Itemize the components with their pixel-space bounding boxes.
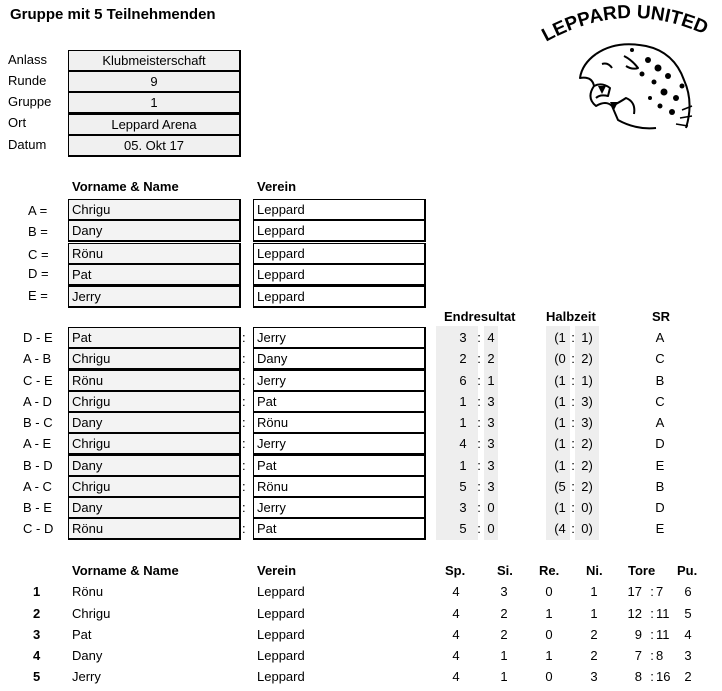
halftime-separator: : (571, 330, 575, 345)
goals-against: 11 (656, 606, 670, 621)
wins: 1 (500, 669, 508, 684)
halftime-away[interactable]: 1) (581, 373, 593, 388)
standings-name: Chrigu (72, 606, 111, 621)
match-pairing: A - C (23, 479, 52, 494)
match-separator: : (242, 500, 246, 515)
match-separator: : (242, 330, 246, 345)
halftime-home[interactable]: (1 (554, 330, 566, 345)
svg-text:LEPPARD UNITED (539, 2, 711, 46)
page-title: Gruppe mit 5 Teilnehmenden (10, 6, 216, 23)
halftime-separator: : (571, 436, 575, 451)
losses: 1 (590, 606, 598, 621)
halftime-separator: : (571, 373, 575, 388)
standings-name: Rönu (72, 584, 104, 599)
goals-separator: : (650, 584, 654, 599)
goals-separator: : (650, 627, 654, 642)
match-separator: : (242, 351, 246, 366)
goals-against: 7 (656, 584, 664, 599)
match-separator: : (242, 436, 246, 451)
halftime-home[interactable]: (1 (554, 415, 566, 430)
info-label-ort: Ort (8, 115, 27, 130)
info-value-datum[interactable]: 05. Okt 17 (68, 135, 241, 157)
score-away[interactable]: 1 (487, 373, 495, 388)
goals-for: 8 (634, 669, 642, 684)
halftime-header: Halbzeit (546, 309, 596, 324)
halftime-separator: : (571, 500, 575, 515)
info-label-gruppe: Gruppe (8, 94, 52, 109)
losses: 2 (590, 648, 598, 663)
score-separator: : (477, 394, 481, 409)
standings-re-header: Re. (539, 563, 560, 578)
match-pairing: A - E (23, 436, 52, 451)
score-home[interactable]: 5 (459, 521, 467, 536)
wins: 3 (500, 584, 508, 599)
score-separator: : (477, 373, 481, 388)
match-pairing: B - D (23, 458, 53, 473)
info-label-anlass: Anlass (8, 52, 48, 67)
draws: 0 (545, 669, 553, 684)
info-value-gruppe[interactable]: 1 (68, 92, 241, 114)
score-separator: : (477, 500, 481, 515)
standings-name: Dany (72, 648, 103, 663)
match-away-field[interactable]: Pat (253, 518, 426, 540)
games-played: 4 (452, 606, 460, 621)
referee-value: B (655, 373, 665, 388)
referee-value: D (655, 500, 665, 515)
score-home[interactable]: 5 (459, 479, 467, 494)
losses: 3 (590, 669, 598, 684)
match-home-field[interactable]: Rönu (68, 370, 241, 392)
match-pairing: A - D (23, 394, 52, 409)
halftime-home[interactable]: (1 (554, 458, 566, 473)
standings-club: Leppard (257, 648, 305, 663)
match-separator: : (242, 479, 246, 494)
standings-club: Leppard (257, 606, 305, 621)
standings-name: Pat (72, 627, 92, 642)
info-value-anlass[interactable]: Klubmeisterschaft (68, 50, 241, 72)
score-away[interactable]: 3 (487, 458, 495, 473)
rank-value: 1 (33, 584, 41, 599)
score-home[interactable]: 6 (459, 373, 467, 388)
wins: 2 (500, 627, 508, 642)
standings-sp-header: Sp. (445, 563, 466, 578)
score-separator: : (477, 479, 481, 494)
rank-value: 5 (33, 669, 41, 684)
draws: 0 (545, 627, 553, 642)
match-away-field[interactable]: Jerry (253, 497, 426, 519)
referee-value: E (655, 458, 665, 473)
standings-name-header: Vorname & Name (72, 563, 179, 578)
halftime-separator: : (571, 479, 575, 494)
match-home-field[interactable]: Dany (68, 412, 241, 434)
participant-name-field[interactable]: Pat (68, 264, 241, 286)
halftime-away[interactable]: 2) (581, 436, 593, 451)
goals-for: 9 (634, 627, 642, 642)
score-home[interactable]: 1 (459, 394, 467, 409)
halftime-separator: : (571, 458, 575, 473)
halftime-home[interactable]: (5 (554, 479, 566, 494)
goals-separator: : (650, 669, 654, 684)
participants-name-header: Vorname & Name (72, 179, 179, 194)
participant-name-field[interactable]: Dany (68, 220, 241, 242)
score-home[interactable]: 3 (459, 330, 467, 345)
participant-club-field[interactable]: Leppard (253, 199, 426, 221)
referee-value: A (655, 330, 665, 345)
games-played: 4 (452, 648, 460, 663)
score-separator: : (477, 330, 481, 345)
goals-for: 12 (627, 606, 642, 621)
referee-value: C (655, 394, 665, 409)
losses: 2 (590, 627, 598, 642)
participant-name-field[interactable]: Jerry (68, 286, 241, 308)
goals-for: 7 (634, 648, 642, 663)
referee-header: SR (652, 309, 671, 324)
referee-value: C (655, 351, 665, 366)
referee-value: E (655, 521, 665, 536)
score-separator: : (477, 415, 481, 430)
match-separator: : (242, 458, 246, 473)
match-pairing: A - B (23, 351, 52, 366)
rank-value: 2 (33, 606, 41, 621)
losses: 1 (590, 584, 598, 599)
halftime-home[interactable]: (1 (554, 394, 566, 409)
score-separator: : (477, 521, 481, 536)
points: 4 (684, 627, 692, 642)
info-label-runde: Runde (8, 73, 47, 88)
match-away-field[interactable]: Rönu (253, 476, 426, 498)
draws: 1 (545, 606, 553, 621)
goals-against: 8 (656, 648, 664, 663)
match-pairing: D - E (23, 330, 53, 345)
goals-separator: : (650, 648, 654, 663)
halftime-away[interactable]: 2) (581, 458, 593, 473)
standings-pu-header: Pu. (677, 563, 698, 578)
rank-value: 3 (33, 627, 41, 642)
match-away-field[interactable]: Dany (253, 348, 426, 370)
score-away[interactable]: 3 (487, 479, 495, 494)
info-value-runde[interactable]: 9 (68, 71, 241, 93)
match-away-field[interactable]: Jerry (253, 433, 426, 455)
match-pairing: B - C (23, 415, 53, 430)
games-played: 4 (452, 584, 460, 599)
participant-club-field[interactable]: Leppard (253, 220, 426, 242)
match-home-field[interactable]: Chrigu (68, 433, 241, 455)
halftime-separator: : (571, 351, 575, 366)
standings-club: Leppard (257, 669, 305, 684)
match-separator: : (242, 373, 246, 388)
match-separator: : (242, 521, 246, 536)
match-separator: : (242, 415, 246, 430)
score-home[interactable]: 1 (459, 415, 467, 430)
match-pairing: C - D (23, 521, 54, 536)
participant-club-field[interactable]: Leppard (253, 264, 426, 286)
participant-club-field[interactable]: Leppard (253, 243, 426, 265)
halftime-separator: : (571, 521, 575, 536)
participants-club-header: Verein (257, 179, 297, 194)
info-label-datum: Datum (8, 137, 47, 152)
score-away[interactable]: 3 (487, 415, 495, 430)
score-away[interactable]: 3 (487, 436, 495, 451)
score-home[interactable]: 2 (459, 351, 467, 366)
participant-key: A = (28, 203, 48, 218)
halftime-home[interactable]: (4 (554, 521, 566, 536)
participant-name-field[interactable]: Rönu (68, 243, 241, 265)
games-played: 4 (452, 627, 460, 642)
participant-key: C = (28, 247, 49, 262)
draws: 1 (545, 648, 553, 663)
participant-key: B = (28, 224, 48, 239)
match-home-field[interactable]: Dany (68, 455, 241, 477)
leopard-logo-icon (536, 2, 720, 134)
participant-key: D = (28, 266, 49, 281)
match-home-field[interactable]: Chrigu (68, 391, 241, 413)
standings-club: Leppard (257, 627, 305, 642)
participant-club-field[interactable]: Leppard (253, 286, 426, 308)
points: 6 (684, 584, 692, 599)
score-home[interactable]: 3 (459, 500, 467, 515)
match-pairing: C - E (23, 373, 53, 388)
participant-name-field[interactable]: Chrigu (68, 199, 241, 221)
standings-club-header: Verein (257, 563, 297, 578)
goals-for: 17 (627, 584, 642, 599)
goals-separator: : (650, 606, 654, 621)
wins: 2 (500, 606, 508, 621)
halftime-separator: : (571, 415, 575, 430)
match-away-field[interactable]: Jerry (253, 370, 426, 392)
points: 3 (684, 648, 692, 663)
logo-text: LEPPARD UNITED (538, 2, 711, 47)
standings-ni-header: Ni. (586, 563, 603, 578)
info-value-ort[interactable]: Leppard Arena (68, 114, 241, 136)
halftime-away[interactable]: 3) (581, 394, 593, 409)
score-home[interactable]: 1 (459, 458, 467, 473)
match-separator: : (242, 394, 246, 409)
score-away[interactable]: 0 (487, 500, 495, 515)
result-header: Endresultat (444, 309, 516, 324)
halftime-away[interactable]: 2) (581, 351, 593, 366)
points: 2 (684, 669, 692, 684)
draws: 0 (545, 584, 553, 599)
score-separator: : (477, 458, 481, 473)
standings-tore-header: Tore (628, 563, 656, 578)
match-pairing: B - E (23, 500, 52, 515)
match-home-field[interactable]: Chrigu (68, 348, 241, 370)
match-away-field[interactable]: Rönu (253, 412, 426, 434)
games-played: 4 (452, 669, 460, 684)
wins: 1 (500, 648, 508, 663)
halftime-away[interactable]: 0) (581, 521, 593, 536)
goals-against: 11 (656, 627, 670, 642)
score-home[interactable]: 4 (459, 436, 467, 451)
points: 5 (684, 606, 692, 621)
score-away[interactable]: 4 (487, 330, 495, 345)
referee-value: A (655, 415, 665, 430)
halftime-home[interactable]: (1 (554, 500, 566, 515)
goals-against: 16 (656, 669, 671, 684)
match-home-field[interactable]: Dany (68, 497, 241, 519)
score-away[interactable]: 2 (487, 351, 495, 366)
participant-key: E = (28, 288, 48, 303)
halftime-home[interactable]: (1 (554, 373, 566, 388)
standings-club: Leppard (257, 584, 305, 599)
score-separator: : (477, 351, 481, 366)
halftime-home[interactable]: (1 (554, 436, 566, 451)
match-away-field[interactable]: Jerry (253, 327, 426, 349)
halftime-home[interactable]: (0 (554, 351, 566, 366)
score-away[interactable]: 3 (487, 394, 495, 409)
halftime-away[interactable]: 3) (581, 415, 593, 430)
standings-name: Jerry (72, 669, 101, 684)
score-away[interactable]: 0 (487, 521, 495, 536)
match-away-field[interactable]: Pat (253, 455, 426, 477)
halftime-separator: : (571, 394, 575, 409)
rank-value: 4 (33, 648, 41, 663)
match-home-field[interactable]: Chrigu (68, 476, 241, 498)
standings-si-header: Si. (497, 563, 513, 578)
halftime-away[interactable]: 2) (581, 479, 593, 494)
referee-value: D (655, 436, 665, 451)
halftime-away[interactable]: 0) (581, 500, 593, 515)
club-logo (536, 2, 720, 134)
referee-value: B (655, 479, 665, 494)
match-home-field[interactable]: Pat (68, 327, 241, 349)
match-home-field[interactable]: Rönu (68, 518, 241, 540)
score-separator: : (477, 436, 481, 451)
match-away-field[interactable]: Pat (253, 391, 426, 413)
halftime-away[interactable]: 1) (581, 330, 593, 345)
